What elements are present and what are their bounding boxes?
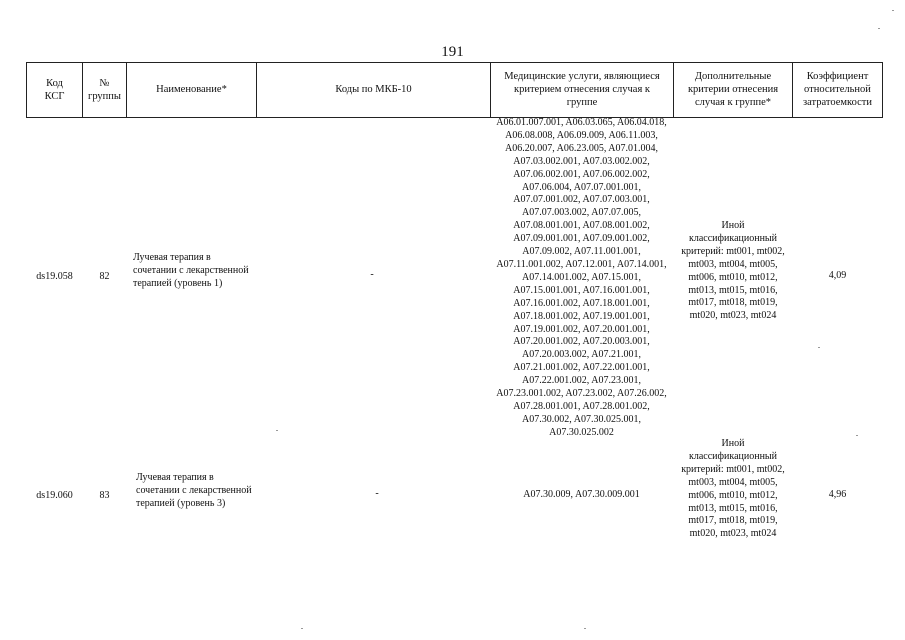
group-name: Лучевая терапия в сочетании с лекарственной терапией (уровень 1)	[133, 252, 249, 289]
column-header-extra-criteria: Дополнительные критерии отнесения случая к группе*	[687, 71, 779, 108]
column-header-group: № группы	[88, 77, 121, 102]
ksg-code: ds19.058	[36, 271, 73, 282]
scan-speck	[856, 435, 858, 436]
group-name: Лучевая терапия в сочетании с лекарственной терапией (уровень 3)	[136, 472, 252, 509]
column-header-coefficient: Коэффициент относительной затратоемкости	[803, 71, 872, 108]
medical-services: A07.30.009, A07.30.009.001	[523, 489, 640, 500]
icd-codes: -	[375, 488, 379, 499]
scan-speck	[878, 28, 880, 29]
column-header-icd: Коды по МКБ-10	[335, 84, 412, 95]
coefficient-value: 4,96	[828, 489, 847, 500]
scan-speck	[301, 628, 303, 629]
medical-services: A06.01.007.001, A06.03.065, A06.04.018, A06.08.008, A06.09.009, A06.11.003, A06.20.007, A06.23.005, A07.01.004, A07.03.002.001, A07.03.002.002, A07.06.002.001, A07.06.002.002, A07.06.004, A07.07.001.001, A07.07.001.002, A07.07.003.001, A07.07.003.002, A07.07.005, A07.08.001.001, A07.08.001.002, A07.09.001.001, A07.09.001.002, A07.09.002, A07.11.001.001, A07.11.001.002, A07.12.001, A07.14.001, A07.14.001.002, A07.15.001, A07.15.001.001, A07.16.001.001, A07.16.001.002, A07.18.001.001, A07.18.001.002, A07.19.001.001, A07.19.001.002, A07.20.001.001, A07.20.001.002, A07.20.003.001, A07.20.003.002, A07.21.001, A07.21.001.002, A07.22.001.001, A07.22.001.002, A07.23.001, A07.23.001.002, A07.23.002, A07.26.002, A07.28.001.001, A07.28.001.002, A07.30.002, A07.30.025.001, A07.30.025.002	[496, 117, 667, 438]
ksg-code: ds19.060	[36, 490, 73, 501]
icd-codes: -	[370, 269, 374, 280]
page-number: 191	[441, 44, 464, 60]
scan-speck	[584, 628, 586, 629]
scan-speck	[818, 347, 820, 348]
scan-speck	[276, 430, 278, 431]
column-header-code: Код КСГ	[44, 77, 65, 102]
header-bottom-rule	[26, 117, 883, 118]
group-number: 82	[99, 271, 110, 282]
extra-criteria: Иной классификационный критерий: mt001, mt002, mt003, mt004, mt005, mt006, mt010, mt012, mt013, mt015, mt016, mt017, mt018, mt019, mt020, mt023, mt024	[681, 220, 785, 322]
column-header-services: Медицинские услуги, являющиеся критерием отнесения случая к группе	[504, 71, 660, 108]
coefficient-value: 4,09	[828, 270, 847, 281]
extra-criteria: Иной классификационный критерий: mt001, mt002, mt003, mt004, mt005, mt006, mt010, mt012, mt013, mt015, mt016, mt017, mt018, mt019, mt020, mt023, mt024	[681, 438, 785, 540]
column-header-name: Наименование*	[156, 84, 227, 95]
scan-speck	[892, 10, 894, 11]
group-number: 83	[99, 490, 110, 501]
header-divider	[882, 62, 883, 117]
